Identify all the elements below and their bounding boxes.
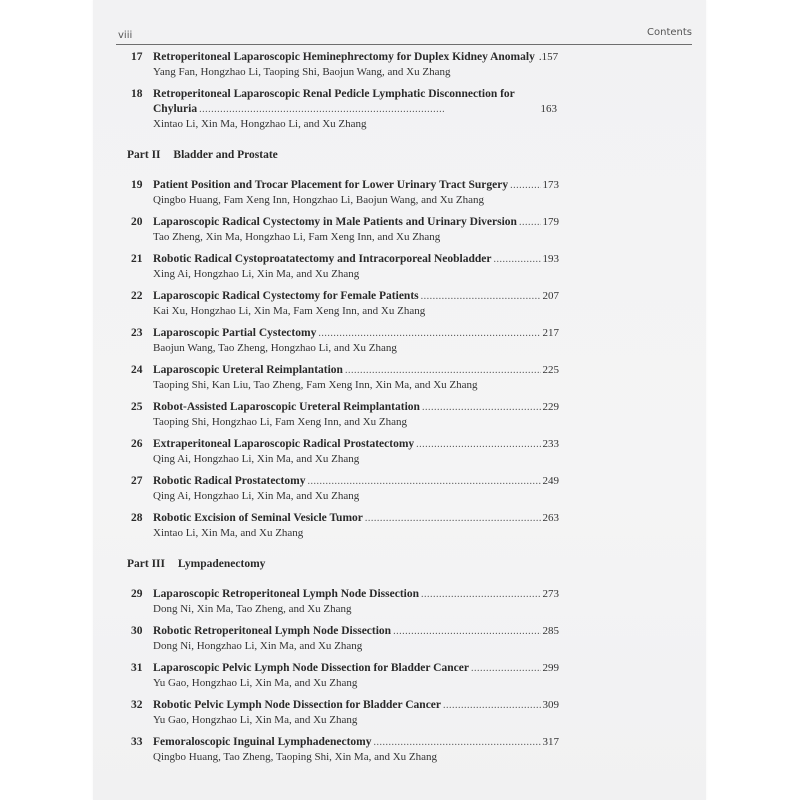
part-label: Part II bbox=[127, 149, 161, 161]
dot-leader bbox=[422, 400, 541, 415]
chapter-number: 27 bbox=[131, 475, 143, 487]
toc-entry bbox=[131, 215, 559, 245]
running-head-section: Contents bbox=[647, 27, 692, 38]
chapter-number: 18 bbox=[131, 88, 143, 100]
chapter-number: 19 bbox=[131, 179, 143, 191]
toc-entry bbox=[131, 87, 559, 132]
chapter-title: Laparoscopic Partial Cystectomy bbox=[153, 327, 317, 339]
chapter-number: 17 bbox=[131, 51, 143, 63]
table-of-contents bbox=[127, 50, 559, 772]
dot-leader bbox=[393, 624, 540, 639]
chapter-title: Laparoscopic Pelvic Lymph Node Dissection for Bladder Cancer bbox=[153, 662, 469, 674]
page-folio: viii bbox=[118, 30, 133, 41]
chapter-authors: Yu Gao, Hongzhao Li, Xin Ma, and Xu Zhang bbox=[153, 714, 358, 726]
toc-entry bbox=[131, 363, 559, 393]
dot-leader bbox=[471, 661, 541, 676]
toc-entry bbox=[131, 698, 559, 728]
chapter-title: Femoraloscopic Inguinal Lymphadenectomy bbox=[153, 736, 372, 748]
chapter-number: 22 bbox=[131, 290, 143, 302]
chapter-title: Robot-Assisted Laparoscopic Ureteral Reimplantation bbox=[153, 401, 420, 413]
dot-leader bbox=[493, 252, 540, 267]
chapter-authors: Qing Ai, Hongzhao Li, Xin Ma, and Xu Zhang bbox=[153, 490, 360, 502]
running-head bbox=[116, 22, 692, 45]
dot-leader bbox=[365, 511, 541, 526]
dot-leader bbox=[318, 326, 540, 341]
chapter-number: 30 bbox=[131, 625, 143, 637]
toc-entry bbox=[131, 587, 559, 617]
toc-entry bbox=[131, 511, 559, 541]
book-page bbox=[93, 0, 706, 800]
chapter-page: .157 bbox=[538, 51, 559, 63]
chapter-title: Patient Position and Trocar Placement for Lower Urinary Tract Surgery bbox=[153, 179, 509, 191]
chapter-page: 229 bbox=[542, 401, 559, 413]
chapter-authors: Dong Ni, Xin Ma, Tao Zheng, and Xu Zhang bbox=[153, 603, 352, 615]
chapter-authors: Yu Gao, Hongzhao Li, Xin Ma, and Xu Zhang bbox=[153, 677, 358, 689]
chapter-number: 31 bbox=[131, 662, 143, 674]
toc-entry bbox=[131, 289, 559, 319]
chapter-authors: Tao Zheng, Xin Ma, Hongzhao Li, Fam Xeng Inn, and Xu Zhang bbox=[153, 231, 441, 243]
chapter-title: Extraperitoneal Laparoscopic Radical Prostatectomy bbox=[153, 438, 415, 450]
chapter-title: Robotic Radical Prostatectomy bbox=[153, 475, 306, 487]
chapter-number: 23 bbox=[131, 327, 143, 339]
chapter-number: 33 bbox=[131, 736, 143, 748]
toc-entry bbox=[131, 661, 559, 691]
chapter-number: 29 bbox=[131, 588, 143, 600]
chapter-authors: Dong Ni, Hongzhao Li, Xin Ma, and Xu Zhang bbox=[153, 640, 363, 652]
chapter-page: 309 bbox=[542, 699, 559, 711]
chapter-number: 24 bbox=[131, 364, 143, 376]
toc-entry bbox=[131, 400, 559, 430]
dot-leader bbox=[374, 735, 541, 750]
chapter-authors: Xing Ai, Hongzhao Li, Xin Ma, and Xu Zhang bbox=[153, 268, 360, 280]
chapter-authors: Yang Fan, Hongzhao Li, Taoping Shi, Baojun Wang, and Xu Zhang bbox=[153, 66, 451, 78]
chapter-number: 21 bbox=[131, 253, 143, 265]
chapter-title: Laparoscopic Radical Cystectomy in Male Patients and Urinary Diversion bbox=[153, 216, 517, 228]
dot-leader bbox=[421, 289, 541, 304]
chapter-number: 26 bbox=[131, 438, 143, 450]
chapter-page: 179 bbox=[542, 216, 559, 228]
chapter-authors: Xintao Li, Xin Ma, Hongzhao Li, and Xu Zhang bbox=[153, 118, 367, 130]
toc-entry bbox=[131, 624, 559, 654]
chapter-title: Robotic Pelvic Lymph Node Dissection for Bladder Cancer bbox=[153, 699, 442, 711]
chapter-page: 225 bbox=[542, 364, 559, 376]
chapter-authors: Taoping Shi, Kan Liu, Tao Zheng, Fam Xeng Inn, Xin Ma, and Xu Zhang bbox=[153, 379, 478, 391]
chapter-page: 193 bbox=[542, 253, 559, 265]
part-heading bbox=[127, 557, 559, 572]
toc-entry bbox=[131, 326, 559, 356]
toc-entry bbox=[131, 474, 559, 504]
chapter-title: Laparoscopic Ureteral Reimplantation bbox=[153, 364, 343, 376]
chapter-title: Robotic Excision of Seminal Vesicle Tumor bbox=[153, 512, 363, 524]
chapter-page: 207 bbox=[542, 290, 559, 302]
chapter-page: 233 bbox=[542, 438, 559, 450]
chapter-page: 285 bbox=[542, 625, 559, 637]
chapter-authors: Qingbo Huang, Tao Zheng, Taoping Shi, Xin Ma, and Xu Zhang bbox=[153, 751, 438, 763]
chapter-page: 299 bbox=[542, 662, 559, 674]
chapter-page: 173 bbox=[542, 179, 559, 191]
chapter-number: 25 bbox=[131, 401, 143, 413]
chapter-page: 249 bbox=[542, 475, 559, 487]
dot-leader bbox=[416, 437, 540, 452]
chapter-page: 273 bbox=[542, 588, 559, 600]
dot-leader bbox=[519, 215, 541, 230]
chapter-title: Retroperitoneal Laparoscopic Heminephrectomy for Duplex Kidney Anomaly bbox=[153, 51, 535, 63]
dot-leader bbox=[199, 102, 538, 117]
chapter-title-line1: Retroperitoneal Laparoscopic Renal Pedicle Lymphatic Disconnection for bbox=[153, 88, 515, 100]
chapter-number: 20 bbox=[131, 216, 143, 228]
dot-leader bbox=[510, 178, 540, 193]
part-title: Bladder and Prostate bbox=[173, 149, 278, 161]
chapter-title: Chyluria bbox=[153, 103, 198, 115]
chapter-title: Laparoscopic Radical Cystectomy for Female Patients bbox=[153, 290, 419, 302]
toc-entry bbox=[131, 437, 559, 467]
chapter-authors: Qingbo Huang, Fam Xeng Inn, Hongzhao Li, Baojun Wang, and Xu Zhang bbox=[153, 194, 484, 206]
chapter-page: 217 bbox=[542, 327, 559, 339]
dot-leader bbox=[307, 474, 540, 489]
dot-leader bbox=[421, 587, 541, 602]
chapter-number: 28 bbox=[131, 512, 143, 524]
chapter-title: Laparoscopic Retroperitoneal Lymph Node Dissection bbox=[153, 588, 419, 600]
chapter-authors: Xintao Li, Xin Ma, and Xu Zhang bbox=[153, 527, 304, 539]
chapter-authors: Qing Ai, Hongzhao Li, Xin Ma, and Xu Zhang bbox=[153, 453, 360, 465]
chapter-page: 317 bbox=[542, 736, 559, 748]
toc-entry bbox=[131, 735, 559, 765]
part-heading bbox=[127, 148, 559, 163]
part-label: Part III bbox=[127, 558, 166, 570]
dot-leader bbox=[345, 363, 541, 378]
chapter-authors: Taoping Shi, Hongzhao Li, Fam Xeng Inn, and Xu Zhang bbox=[153, 416, 408, 428]
chapter-number: 32 bbox=[131, 699, 143, 711]
part-title: Lympadenectomy bbox=[177, 558, 266, 570]
chapter-page: 163 bbox=[540, 103, 557, 115]
chapter-authors: Kai Xu, Hongzhao Li, Xin Ma, Fam Xeng Inn, and Xu Zhang bbox=[153, 305, 426, 317]
toc-entry bbox=[131, 50, 559, 80]
chapter-title: Robotic Radical Cystoproatatectomy and Intracorporeal Neobladder bbox=[153, 253, 492, 265]
chapter-authors: Baojun Wang, Tao Zheng, Hongzhao Li, and Xu Zhang bbox=[153, 342, 397, 354]
dot-leader bbox=[443, 698, 540, 713]
toc-entry bbox=[131, 252, 559, 282]
toc-entry bbox=[131, 178, 559, 208]
chapter-title: Robotic Retroperitoneal Lymph Node Dissection bbox=[153, 625, 392, 637]
chapter-page: 263 bbox=[542, 512, 559, 524]
